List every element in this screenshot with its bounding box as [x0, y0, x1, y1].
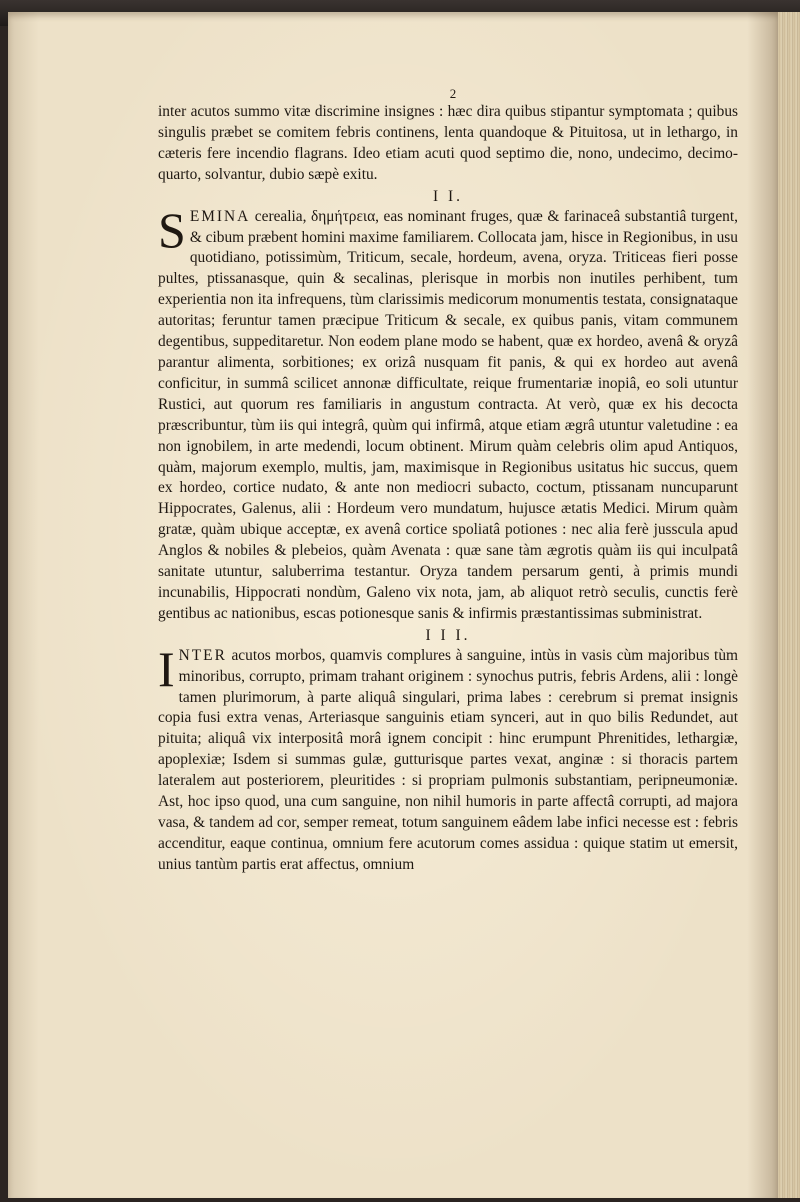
- section-heading-2: I I.: [433, 187, 463, 205]
- drop-cap-s: S: [158, 201, 186, 258]
- section-heading-3: I I I.: [425, 626, 471, 644]
- drop-cap-i: I: [158, 640, 175, 697]
- page-edges: [778, 12, 800, 1198]
- section-2-body: cerealia, δημήτρεια, eas nominant fruges, quæ & farinaceâ substantiâ turgent, & cibum præbent homini maxime familiarem. Collocata jam, hisce in Regionibus, in usu quotidiano, potissimùm, Triticum, secale, hordeum, avena, oryza. Triticeas fieri posse pultes, ptissanasque, quin & secalinas, plerisque in morbis non inutiles perhibent, tum experientia non ita infrequens, tùm clarissimis medicorum monumentis testata, consignataque autoritas; feruntur tamen præcipue Triticum & secale, ex quibus panis, vitam communem degentibus, suppeditaretur. Non eodem plane modo se habent, quæ ex hordeo, avenâ & oryzâ parantur alimenta, sorbitiones; ex orizâ nusquam fit panis, & qui ex hordeo aut avenâ conficitur, in summâ scilicet annonæ difficultate, reique frumentariæ inopiâ, eo soli utuntur Rustici, aut quorum res familiaris in angustum contracta. At verò, quæ ex his decocta præscribuntur, tùm iis qui integrâ, quùm qui infirmâ, atque etiam ægrâ utuntur valetudine : ea non ignobilem, in arte medendi, locum obtinent. Mirum quàm celebris olim apud Antiquos, quàm, majorum exemplo, multis, jam, maximisque in Regionibus usitatus hic succus, quem ex hordeo, cortice nudato, & ante non mediocri subacto, coctum, ptissanam nuncuparunt Hippocrates, Galenus, alii : Hordeum vero mundatum, hujusce ætatis Medici. Mirum quàm gratæ, quàm ubique acceptæ, ex avenâ cortice spoliatâ potiones : nec alia ferè jusscula apud Anglos & nobiles & plebeios, quàm Avenata : quæ sane tàm ægrotis quàm iis qui inculpatâ sanitate utuntur, saluberrima testantur. Oryza tandem persarum genti, à primis mundi incunabilis, Hippocrati nondùm, Galeno vix nota, jam, ab aliquot retrò seculis, cunctis ferè gentibus ac nationibus, escas potionesque sanis & infirmis præstantissimas subministrat.: [158, 207, 738, 622]
- section-2-lead-word: EMINA: [189, 207, 251, 225]
- section-2-paragraph: [158, 201, 738, 625]
- page-number: 2: [449, 86, 457, 101]
- section-3-body: acutos morbos, quamvis complures à sanguine, intùs in vasis cùm majoribus tùm minoribus, corrupto, primam trahant originem : synochus putris, febris Ardens, alii : longè tamen plurimorum, à parte aliquâ singulari, prima labes : cerebrum si premat insignis copia fusi extra venas, Arteriasque sanguinis etiam synceri, aut in quo bilis Redundet, aut pituita; aliquâ vix interpositâ morâ ignem concipit : hinc erumpunt Phrenitides, lethargiæ, apoplexiæ; Isdem si summas gulæ, gutturisque partes vexat, anginæ : si thoracis partem lateralem aut posteriorem, pleuritides : si propriam pulmonis substantiam, peripneumoniæ. Ast, hoc ipso quod, una cum sanguine, non nihil humoris in parte affectâ corrupti, ad majora vasa, & tandem ad cor, semper remeat, totum sanguinem eâdem labe infici necesse est : febris accenditur, eaque continua, omnium fere acutorum comes assidua : quique statim ut emersit, unius tantùm partis erat affectus, omnium: [158, 646, 738, 873]
- opening-paragraph: inter acutos summo vitæ discrimine insignes : hæc dira quibus stipantur symptomata ; quibus singulis præbet se comitem febris continens, lenta quandoque & Pituitosa, ut in lethargo, in cæteris fere incendio flagrans. Ideo etiam acuti quod septimo die, nono, undecimo, decimo-quarto, solvantur, dubio sæpè exitu.: [158, 103, 738, 183]
- section-3-lead-word: NTER: [178, 646, 227, 664]
- section-3-paragraph: [158, 640, 738, 876]
- text-block: [158, 86, 738, 876]
